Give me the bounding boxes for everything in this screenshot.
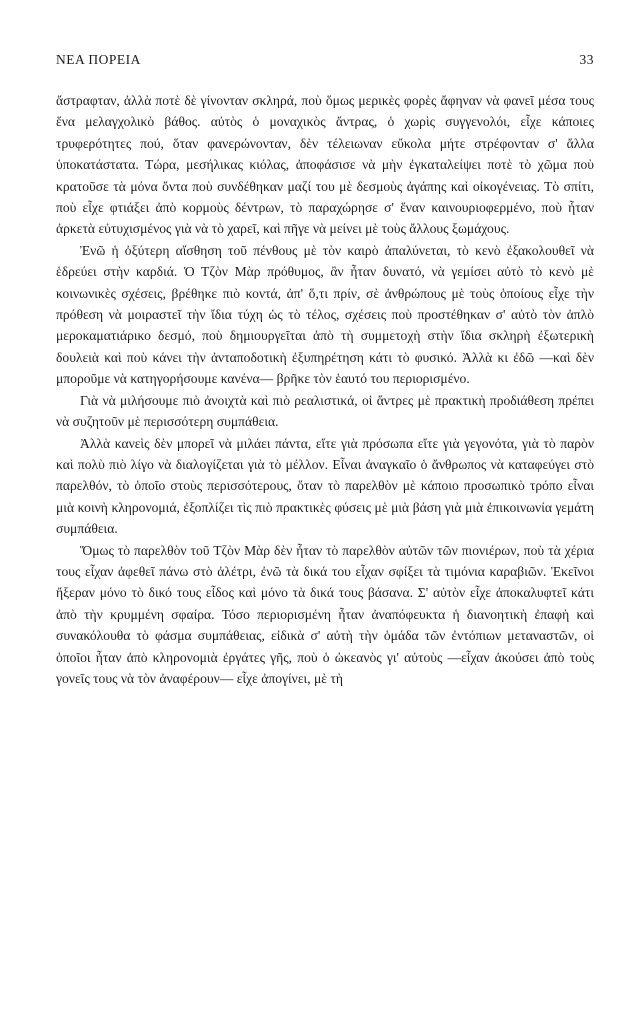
paragraph: Ἀλλὰ κανεὶς δὲν μπορεῖ νὰ μιλάει πάντα, εἴτε γιὰ πρόσωπα εἴτε γιὰ γεγονότα, γιὰ τὸ παρὸν καὶ πολὺ πιὸ λίγο νὰ διαλογίζεται γιὰ τὸ μέλλον. Εἶναι ἀναγκαῖο ὁ ἄνθρωπος νὰ καταφεύγει στὸ παρελθόν, τὸ ὁποῖο στοὺς περισσότερους, ὅταν τὸ παρελθὸν μὲ κάποιο προσωπικὸ τρόπο εἶναι μιὰ κοινὴ κληρονομιά, ἐξοπλίζει τὶς πιὸ πρακτικὲς φύσεις μὲ μιὰ βάση γιὰ μιὰ ἐπικοινωνία γεμάτη συμπάθεια. xyxy=(56,435,594,537)
paragraph: ἄστραφταν, ἀλλὰ ποτὲ δὲ γίνονταν σκληρά, ποὺ ὅμως μερικὲς φορὲς ἄφηναν νὰ φανεῖ μέσα τους ἕνα μελαγχολικὸ βάθος. αὐτὸς ὁ μοναχικὸς ἄντρας, ὁ χωρὶς συγγενολόι, εἶχε κάποιες τρυφερότητες πού, ὅταν φανερώνονταν, δὲν τέλειωναν εὔκολα μήτε στρέφονταν σ' ἄλλα ὑποκατάστατα. Τώρα, μεσήλικας κιόλας, ἀποφάσισε νὰ μὴν ἐγκαταλείψει ποτὲ τὸ χῶμα ποὺ κρατοῦσε τὰ μόνα ὄντα ποὺ συνδέθηκαν μαζί του μὲ δεσμοὺς ἀγάπης καὶ οἰκογένειας. Τὸ σπίτι, ποὺ εἶχε φτιάξει ἀπὸ κορμοὺς δέντρων, τὸ παραχώρησε σ' ἕναν καινουριοφερμένο, ποὺ ἦταν ἀρκετὰ εὐτυχισμένος γιὰ νὰ τὸ χαρεῖ, καὶ πῆγε νὰ μείνει μὲ τοὺς ἄλλους ξωμάχους. xyxy=(56,93,594,237)
paragraph: Ἐνῶ ἡ ὀξύτερη αἴσθηση τοῦ πένθους μὲ τὸν καιρὸ ἀπαλύνεται, τὸ κενὸ ἐξακολουθεῖ νὰ ἑδρεύει στὴν καρδιά. Ὁ Τζὸν Μὰρ πρόθυμος, ἂν ἦταν δυνατό, νὰ γεμίσει αὐτὸ τὸ κενὸ μὲ κοινωνικὲς σχέσεις, βρέθηκε πιὸ κοντά, ἀπ' ὅ,τι πρίν, σὲ ἀνθρώπους μὲ τοὺς ὁποίους εἶχε τὴν πρόθεση νὰ μοιραστεῖ τὴν ἴδια τύχη ὡς τὸ τέλος, σχέσεις ποὺ προστέθηκαν σ' αὐτὸ τὸν ἁπλὸ μεροκαματιάρικο δεσμό, ποὺ δημιουργεῖται ἀπὸ τὴ συμμετοχὴ στὴν ἴδια σκληρὴ ἐξωτερικὴ δουλειὰ καὶ ποὺ κάνει τὴν ἀνταποδοτικὴ ἐξυπηρέτηση κάτι τὸ φυσικό. Ἀλλὰ κι ἐδῶ —καὶ δὲν μποροῦμε νὰ κατηγορήσουμε κανένα— βρῆκε τὸν ἑαυτό του περιορισμένο. xyxy=(56,242,594,387)
body-text xyxy=(56,90,594,689)
running-header xyxy=(56,52,594,68)
page-number: 33 xyxy=(579,52,594,67)
paragraph: Ὅμως τὸ παρελθὸν τοῦ Τζὸν Μὰρ δὲν ἦταν τὸ παρελθὸν αὐτῶν τῶν πιονιέρων, ποὺ τὰ χέρια τους εἶχαν ἀφεθεῖ πάνω στὸ ἀλέτρι, ἐνῶ τὰ δικά του εἶχαν σφίξει τὰ τιμόνια καραβιῶν. Ἐκεῖνοι ἤξεραν μόνο τὸ δικό τους εἶδος καὶ μόνο τὰ δικά τους βάσανα. Σ' αὐτὸν εἶχε ἀποκαλυφτεῖ κάτι ἀπὸ τὴν κρυμμένη σφαίρα. Τόσο περιορισμένη ἦταν ἀναπόφευκτα ἡ διανοητικὴ ἐπαφὴ καὶ συνακόλουθα τὸ φάσμα συμπάθειας, εἰδικὰ σ' αὐτὴ τὴν ὁμάδα τῶν ἐντόπιων μεταναστῶν, οἱ ὁποῖοι ἦταν ἀπὸ κληρονομιὰ ἐργάτες γῆς, ποὺ ὁ ὠκεανὸς γι' αὐτοὺς —εἶχαν ἀκούσει ἀπὸ τοὺς γονεῖς τους νὰ τὸν ἀναφέρουν— εἶχε ἀπογίνει, μὲ τὴ xyxy=(56,542,594,686)
paragraph: Γιὰ νὰ μιλήσουμε πιὸ ἀνοιχτὰ καὶ πιὸ ρεαλιστικά, οἱ ἄντρες μὲ πρακτικὴ προδιάθεση πρέπει νὰ συζητοῦν μὲ περισσότερη συμπάθεια. xyxy=(56,392,594,430)
running-title: ΝΕΑ ΠΟΡΕΙΑ xyxy=(56,52,141,67)
